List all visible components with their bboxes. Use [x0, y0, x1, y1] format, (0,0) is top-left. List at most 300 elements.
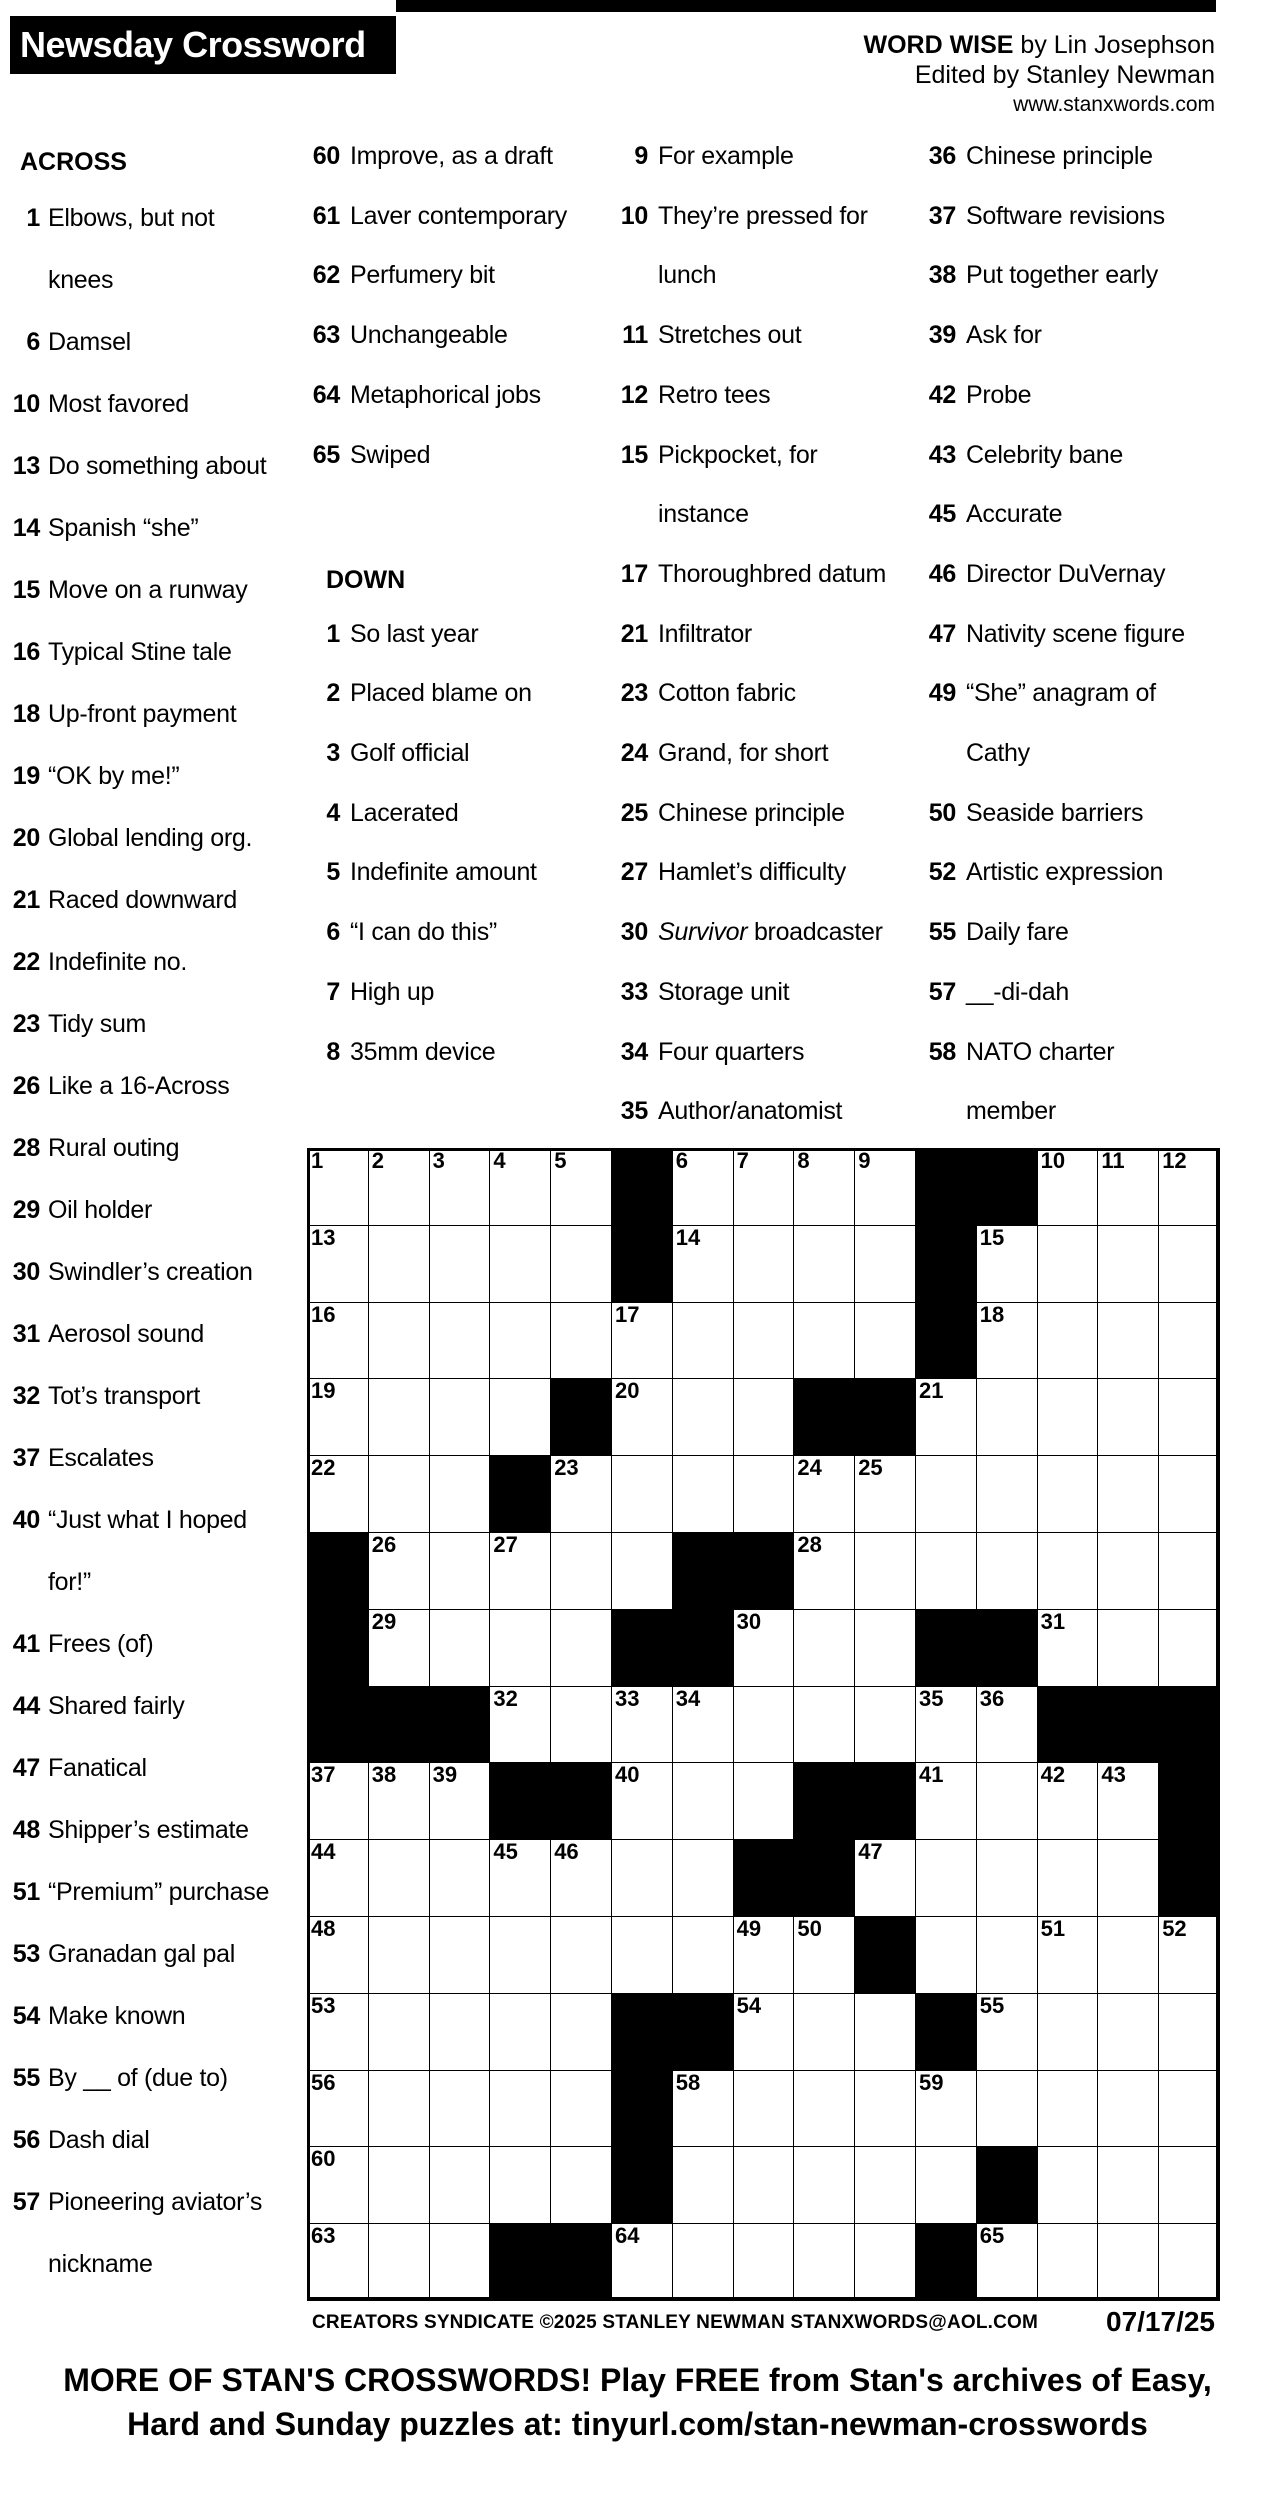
- grid-cell[interactable]: [976, 1455, 1038, 1533]
- grid-cell[interactable]: [1158, 1302, 1220, 1380]
- clue-number: 10: [620, 201, 648, 230]
- grid-cell[interactable]: [429, 1609, 491, 1687]
- grid-cell[interactable]: [1037, 1916, 1099, 1994]
- grid-cell[interactable]: [733, 1762, 795, 1840]
- grid-cell[interactable]: [307, 2223, 369, 2301]
- across-clue-30: [0, 1258, 253, 1287]
- grid-block: [793, 1762, 855, 1840]
- clue-number: 19: [12, 762, 40, 790]
- grid-cell[interactable]: [429, 1378, 491, 1456]
- grid-cell[interactable]: [915, 1839, 977, 1917]
- grid-cell[interactable]: [915, 1762, 977, 1840]
- grid-cell[interactable]: [368, 1378, 430, 1456]
- grid-block: [550, 1762, 612, 1840]
- clue-text: Rural outing: [48, 1134, 180, 1162]
- clue-text: instance: [658, 500, 749, 529]
- grid-cell[interactable]: [733, 1378, 795, 1456]
- grid-cell[interactable]: [1158, 1148, 1220, 1226]
- grid-cell[interactable]: [793, 1455, 855, 1533]
- grid-cell[interactable]: [1158, 1609, 1220, 1687]
- cell-number: 6: [675, 1148, 689, 1173]
- clue-number: 62: [312, 261, 340, 290]
- grid-block: [307, 1609, 369, 1687]
- grid-block: [733, 1839, 795, 1917]
- grid-cell[interactable]: [611, 1378, 673, 1456]
- grid-cell[interactable]: [976, 1225, 1038, 1303]
- grid-cell[interactable]: [672, 1148, 734, 1226]
- grid-cell[interactable]: [368, 1148, 430, 1226]
- grid-cell[interactable]: [672, 2223, 734, 2301]
- grid-cell[interactable]: [550, 2070, 612, 2148]
- grid-cell[interactable]: [915, 1455, 977, 1533]
- clue-number: 46: [928, 559, 956, 588]
- grid-cell[interactable]: [1097, 1378, 1159, 1456]
- grid-cell[interactable]: [307, 2070, 369, 2148]
- clue-text: Software revisions: [966, 201, 1165, 230]
- grid-cell[interactable]: [489, 1378, 551, 1456]
- grid-cell[interactable]: [550, 1302, 612, 1380]
- grid-block: [915, 1609, 977, 1687]
- clue-text: So last year: [350, 619, 479, 648]
- cell-number: 17: [615, 1301, 640, 1327]
- clue-text: Make known: [48, 2002, 186, 2030]
- cell-number: 41: [919, 1762, 944, 1788]
- across-clue-20: [0, 824, 253, 853]
- grid-cell[interactable]: [733, 1916, 795, 1994]
- grid-cell[interactable]: [672, 1839, 734, 1917]
- grid-cell[interactable]: [1097, 1225, 1159, 1303]
- clue-number: 45: [928, 500, 956, 529]
- cell-number: 52: [1162, 1916, 1187, 1941]
- grid-cell[interactable]: [1037, 2070, 1099, 2148]
- grid-cell[interactable]: [733, 1993, 795, 2071]
- clue-number: 55: [12, 2064, 40, 2092]
- grid-cell[interactable]: [854, 1302, 916, 1380]
- grid-cell[interactable]: [915, 1532, 977, 1610]
- grid-cell[interactable]: [489, 2146, 551, 2224]
- grid-cell[interactable]: [793, 1916, 855, 1994]
- grid-cell[interactable]: [550, 1686, 612, 1764]
- grid-cell[interactable]: [672, 2146, 734, 2224]
- grid-cell[interactable]: [1097, 1609, 1159, 1687]
- clue-number: 64: [312, 380, 340, 409]
- grid-cell[interactable]: [611, 1686, 673, 1764]
- grid-cell[interactable]: [1037, 1839, 1099, 1917]
- grid-cell[interactable]: [733, 1455, 795, 1533]
- clue-text: Probe: [966, 380, 1032, 409]
- clue-number: 7: [326, 977, 340, 1006]
- clue-text: Ask for: [966, 321, 1042, 350]
- grid-cell[interactable]: [550, 1532, 612, 1610]
- cell-number: 5: [554, 1148, 567, 1173]
- across-clue-56: [0, 2126, 150, 2155]
- grid-block: [854, 1916, 916, 1994]
- cell-number: 10: [1040, 1148, 1066, 1173]
- clue-number: 65: [312, 440, 340, 469]
- grid-cell[interactable]: [1037, 1378, 1099, 1456]
- across-clue-54: [0, 2002, 186, 2031]
- cell-number: 44: [311, 1839, 336, 1865]
- clue-text: Nativity scene figure: [966, 619, 1185, 648]
- grid-cell[interactable]: [854, 2223, 916, 2301]
- down-clue-57: [0, 977, 1069, 1007]
- clue-number: 23: [620, 679, 648, 708]
- clue-text: Oil holder: [48, 1196, 152, 1224]
- grid-cell[interactable]: [429, 1839, 491, 1917]
- grid-cell[interactable]: [1158, 1455, 1220, 1533]
- grid-cell[interactable]: [915, 2070, 977, 2148]
- grid-cell[interactable]: [854, 2146, 916, 2224]
- grid-block: [611, 1993, 673, 2071]
- grid-cell[interactable]: [854, 1225, 916, 1303]
- grid-cell[interactable]: [307, 1302, 369, 1380]
- grid-cell[interactable]: [672, 1686, 734, 1764]
- grid-cell[interactable]: [368, 1455, 430, 1533]
- grid-cell[interactable]: [1037, 2146, 1099, 2224]
- grid-cell[interactable]: [489, 1532, 551, 1610]
- grid-cell[interactable]: [854, 1532, 916, 1610]
- grid-cell[interactable]: [550, 1916, 612, 1994]
- grid-cell[interactable]: [429, 1148, 491, 1226]
- grid-cell[interactable]: [976, 1993, 1038, 2071]
- down-clue-45: [0, 500, 1063, 529]
- cell-number: 45: [493, 1839, 518, 1865]
- clue-number: 55: [928, 918, 956, 947]
- clue-text: Metaphorical jobs: [350, 380, 541, 409]
- grid-cell[interactable]: [429, 2223, 491, 2301]
- cell-number: 55: [979, 1992, 1005, 2018]
- grid-cell[interactable]: [915, 1378, 977, 1456]
- grid-cell[interactable]: [1037, 1455, 1099, 1533]
- grid-cell[interactable]: [611, 1455, 673, 1533]
- grid-cell[interactable]: [307, 1993, 369, 2071]
- cell-number: 56: [311, 2069, 336, 2095]
- grid-cell[interactable]: [550, 1455, 612, 1533]
- clue-text: Cathy: [966, 739, 1030, 767]
- grid-cell[interactable]: [429, 1532, 491, 1610]
- puzzle-date: 07/17/25: [1106, 2306, 1215, 2337]
- grid-block: [611, 1148, 673, 1226]
- grid-cell[interactable]: [672, 1762, 734, 1840]
- grid-cell[interactable]: [307, 1455, 369, 1533]
- grid-cell[interactable]: [1097, 1916, 1159, 1994]
- clue-text: “Just what I hoped: [48, 1506, 247, 1534]
- grid-cell[interactable]: [1037, 1762, 1099, 1840]
- grid-cell[interactable]: [854, 1686, 916, 1764]
- clue-number: 30: [620, 918, 648, 947]
- grid-cell[interactable]: [368, 1839, 430, 1917]
- down-clue-55: [0, 918, 1069, 947]
- grid-cell[interactable]: [733, 2223, 795, 2301]
- grid-cell[interactable]: [1158, 1532, 1220, 1610]
- grid-cell[interactable]: [976, 1839, 1038, 1917]
- grid-cell[interactable]: [733, 1148, 795, 1226]
- clue-text: For example: [658, 142, 794, 170]
- grid-cell[interactable]: [307, 1762, 369, 1840]
- clue-number: 8: [326, 1037, 340, 1066]
- grid-cell[interactable]: [854, 1993, 916, 2071]
- grid-cell[interactable]: [1037, 1148, 1099, 1226]
- grid-cell[interactable]: [793, 1225, 855, 1303]
- grid-cell[interactable]: [550, 1609, 612, 1687]
- grid-block: [307, 1686, 369, 1764]
- clue-text: Tidy sum: [48, 1010, 147, 1038]
- clue-number: 13: [12, 452, 40, 480]
- grid-cell[interactable]: [368, 1916, 430, 1994]
- grid-cell[interactable]: [1037, 1302, 1099, 1380]
- grid-cell[interactable]: [489, 1609, 551, 1687]
- grid-cell[interactable]: [793, 2223, 855, 2301]
- grid-cell[interactable]: [368, 2146, 430, 2224]
- cell-number: 3: [432, 1148, 445, 1173]
- clue-number: 6: [26, 328, 40, 356]
- grid-cell[interactable]: [1097, 1532, 1159, 1610]
- grid-cell[interactable]: [611, 1532, 673, 1610]
- grid-cell[interactable]: [793, 1302, 855, 1380]
- clue-text: Aerosol sound: [48, 1320, 204, 1348]
- grid-cell[interactable]: [976, 1302, 1038, 1380]
- grid-block: [915, 1993, 977, 2071]
- grid-cell[interactable]: [672, 1916, 734, 1994]
- grid-cell[interactable]: [672, 1302, 734, 1380]
- grid-cell[interactable]: [429, 2146, 491, 2224]
- across-clue-44: [0, 1692, 185, 1721]
- grid-cell[interactable]: [368, 1762, 430, 1840]
- grid-cell[interactable]: [611, 1916, 673, 1994]
- grid-cell[interactable]: [793, 2070, 855, 2148]
- grid-cell[interactable]: [489, 1916, 551, 1994]
- grid-cell[interactable]: [672, 1378, 734, 1456]
- grid-cell[interactable]: [489, 1225, 551, 1303]
- grid-cell[interactable]: [672, 2070, 734, 2148]
- top-rule: [396, 0, 1216, 12]
- grid-cell[interactable]: [1037, 1609, 1099, 1687]
- grid-cell[interactable]: [611, 1839, 673, 1917]
- clue-text: Grand, for short: [658, 739, 829, 767]
- grid-cell[interactable]: [1097, 1762, 1159, 1840]
- clue-text: Tot’s transport: [48, 1382, 201, 1410]
- grid-cell[interactable]: [368, 2223, 430, 2301]
- grid-cell[interactable]: [733, 2146, 795, 2224]
- grid-cell[interactable]: [976, 1762, 1038, 1840]
- grid-cell[interactable]: [733, 1609, 795, 1687]
- grid-cell[interactable]: [1158, 1225, 1220, 1303]
- grid-cell[interactable]: [854, 1609, 916, 1687]
- down-clue-39: [0, 321, 1042, 350]
- clue-text: Cotton fabric: [658, 679, 796, 708]
- grid-cell[interactable]: [611, 1302, 673, 1380]
- grid-cell[interactable]: [489, 2070, 551, 2148]
- grid-cell[interactable]: [368, 1302, 430, 1380]
- grid-cell[interactable]: [854, 1839, 916, 1917]
- clue-text: “OK by me!”: [48, 762, 180, 790]
- grid-cell[interactable]: [1097, 2223, 1159, 2301]
- grid-cell[interactable]: [976, 1916, 1038, 1994]
- grid-cell[interactable]: [672, 1455, 734, 1533]
- clue-text: Swiped: [350, 440, 431, 469]
- cell-number: 2: [371, 1148, 385, 1173]
- grid-cell[interactable]: [489, 1148, 551, 1226]
- grid-cell[interactable]: [854, 2070, 916, 2148]
- grid-cell[interactable]: [429, 1455, 491, 1533]
- clue-text: Do something about: [48, 452, 267, 480]
- cell-number: 16: [311, 1301, 336, 1327]
- grid-cell[interactable]: [550, 1993, 612, 2071]
- clue-number: 63: [312, 321, 340, 350]
- grid-cell[interactable]: [489, 1839, 551, 1917]
- cell-number: 36: [979, 1685, 1005, 1711]
- clue-number: 24: [620, 739, 648, 767]
- page-title: Newsday Crossword: [10, 16, 396, 74]
- grid-cell[interactable]: [793, 1609, 855, 1687]
- clue-number: 54: [12, 2002, 40, 2030]
- clue-number: 1: [26, 204, 40, 232]
- grid-cell[interactable]: [1037, 1993, 1099, 2071]
- grid-cell[interactable]: [307, 1148, 369, 1226]
- author-line: by Lin Josephson: [1013, 31, 1215, 59]
- grid-cell[interactable]: [429, 1916, 491, 1994]
- clue-text: Seaside barriers: [966, 798, 1144, 827]
- cell-number: 48: [311, 1916, 336, 1941]
- grid-cell[interactable]: [1158, 2223, 1220, 2301]
- clue-number: 61: [312, 201, 340, 230]
- grid-cell[interactable]: [550, 1225, 612, 1303]
- clue-number: 33: [620, 977, 648, 1006]
- clue-number: 14: [12, 514, 40, 542]
- grid-block: [611, 2146, 673, 2224]
- grid-cell[interactable]: [307, 2146, 369, 2224]
- grid-cell[interactable]: [915, 1916, 977, 1994]
- grid-cell[interactable]: [1097, 1148, 1159, 1226]
- grid-block: [550, 1378, 612, 1456]
- grid-cell[interactable]: [1097, 2070, 1159, 2148]
- grid-cell[interactable]: [1097, 1993, 1159, 2071]
- grid-cell[interactable]: [368, 1993, 430, 2071]
- grid-cell[interactable]: [1037, 2223, 1099, 2301]
- clue-number: 3: [326, 739, 340, 767]
- clue-text: __-di-dah: [966, 977, 1069, 1006]
- down-clue-50: [0, 798, 1144, 828]
- grid-cell[interactable]: [854, 1148, 916, 1226]
- down-heading: DOWN: [326, 565, 406, 594]
- grid-cell[interactable]: [368, 1532, 430, 1610]
- grid-cell[interactable]: [915, 1686, 977, 1764]
- clue-number: 37: [928, 201, 956, 230]
- grid-cell[interactable]: [976, 1532, 1038, 1610]
- grid-cell[interactable]: [1037, 1225, 1099, 1303]
- grid-cell[interactable]: [1158, 2070, 1220, 2148]
- grid-cell[interactable]: [733, 2070, 795, 2148]
- clue-number: 21: [620, 619, 648, 648]
- clue-number: 5: [326, 858, 340, 887]
- puzzle-name: WORD WISE: [863, 31, 1014, 59]
- grid-cell[interactable]: [429, 1225, 491, 1303]
- grid-cell[interactable]: [429, 1302, 491, 1380]
- grid-cell[interactable]: [550, 1839, 612, 1917]
- grid-cell[interactable]: [429, 2070, 491, 2148]
- clue-number: 58: [928, 1037, 956, 1066]
- grid-block: [915, 1302, 977, 1380]
- grid-cell[interactable]: [307, 1839, 369, 1917]
- grid-cell[interactable]: [976, 1378, 1038, 1456]
- grid-cell[interactable]: [1158, 1378, 1220, 1456]
- clue-number: 49: [928, 679, 956, 708]
- clue-text: Celebrity bane: [966, 440, 1124, 469]
- grid-cell[interactable]: [1158, 2146, 1220, 2224]
- cell-number: 30: [736, 1608, 762, 1634]
- clue-text: Elbows, but not: [48, 204, 215, 232]
- grid-cell[interactable]: [1097, 1455, 1159, 1533]
- clue-text: member: [966, 1097, 1056, 1126]
- clue-number: 32: [12, 1382, 40, 1410]
- grid-cell[interactable]: [976, 2223, 1038, 2301]
- grid-cell[interactable]: [611, 1762, 673, 1840]
- clue-number: 27: [620, 858, 648, 887]
- grid-cell[interactable]: [307, 1916, 369, 1994]
- grid-cell[interactable]: [672, 1225, 734, 1303]
- clue-number: 36: [928, 142, 956, 170]
- grid-cell[interactable]: [1097, 1839, 1159, 1917]
- grid-cell[interactable]: [429, 1993, 491, 2071]
- cell-number: 27: [493, 1532, 518, 1557]
- grid-cell[interactable]: [733, 1302, 795, 1380]
- grid-cell[interactable]: [1037, 1532, 1099, 1610]
- cell-number: 51: [1040, 1916, 1066, 1941]
- cell-number: 46: [554, 1839, 579, 1865]
- grid-cell[interactable]: [793, 1148, 855, 1226]
- down-clue-49: [0, 679, 1156, 708]
- clue-text: Indefinite amount: [350, 858, 537, 887]
- grid-cell[interactable]: [793, 1686, 855, 1764]
- grid-cell[interactable]: [793, 1532, 855, 1610]
- grid-cell[interactable]: [1097, 1302, 1159, 1380]
- grid-cell[interactable]: [368, 1609, 430, 1687]
- clue-number: 37: [12, 1444, 40, 1472]
- grid-cell[interactable]: [733, 1686, 795, 1764]
- cell-number: 42: [1040, 1762, 1066, 1788]
- clue-text: High up: [350, 977, 435, 1006]
- grid-cell[interactable]: [1097, 2146, 1159, 2224]
- grid-cell[interactable]: [307, 1378, 369, 1456]
- clue-text: Golf official: [350, 739, 470, 767]
- grid-cell[interactable]: [1158, 1916, 1220, 1994]
- grid-block: [550, 2223, 612, 2301]
- clue-text: Placed blame on: [350, 679, 532, 708]
- grid-cell[interactable]: [611, 2223, 673, 2301]
- grid-cell[interactable]: [550, 1148, 612, 1226]
- grid-cell[interactable]: [915, 2146, 977, 2224]
- grid-cell[interactable]: [368, 1225, 430, 1303]
- grid-cell[interactable]: [489, 1302, 551, 1380]
- grid-cell[interactable]: [976, 2070, 1038, 2148]
- grid-cell[interactable]: [489, 1686, 551, 1764]
- grid-cell[interactable]: [1158, 1993, 1220, 2071]
- grid-cell[interactable]: [793, 1993, 855, 2071]
- grid-cell[interactable]: [429, 1762, 491, 1840]
- grid-cell[interactable]: [550, 2146, 612, 2224]
- grid-block: [611, 2070, 673, 2148]
- grid-cell[interactable]: [733, 1225, 795, 1303]
- grid-cell[interactable]: [489, 1993, 551, 2071]
- cell-number: 26: [371, 1532, 397, 1557]
- grid-cell[interactable]: [854, 1455, 916, 1533]
- grid-cell[interactable]: [793, 2146, 855, 2224]
- grid-cell[interactable]: [307, 1225, 369, 1303]
- clue-number: 21: [12, 886, 40, 914]
- grid-cell[interactable]: [976, 1686, 1038, 1764]
- grid-cell[interactable]: [368, 2070, 430, 2148]
- clue-text: They’re pressed for: [658, 201, 868, 230]
